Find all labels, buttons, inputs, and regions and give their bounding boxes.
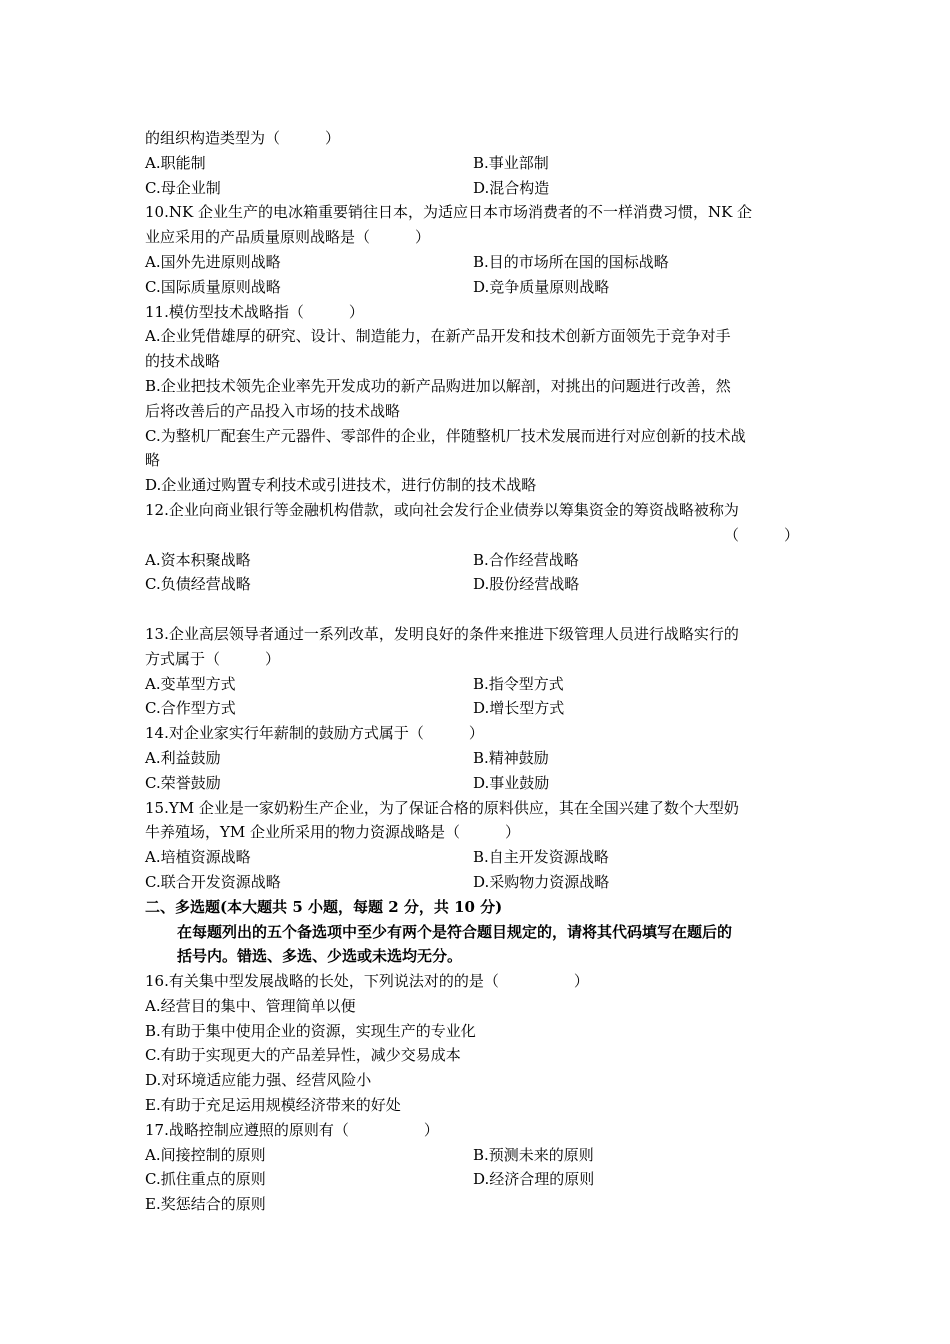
- q12-option-c: C.负债经营战略: [145, 575, 251, 594]
- q13-stem-line2: 方式属于（ ）: [145, 649, 281, 668]
- q12-stem: 12.企业向商业银行等金融机构借款，或向社会发行企业债券以筹集资金的筹资战略被称为: [145, 500, 739, 519]
- q11-option-b-line1: B.企业把技术领先企业率先开发成功的新产品购进加以解剖，对挑出的问题进行改善，然: [145, 376, 731, 395]
- q9-option-c: C.母企业制: [145, 178, 221, 197]
- q16-option-e: E.有助于充足运用规模经济带来的好处: [145, 1096, 401, 1115]
- q10-option-b: B.目的市场所在国的国标战略: [473, 252, 669, 271]
- q12-option-b: B.合作经营战略: [473, 550, 579, 569]
- q11-option-c-line1: C.为整机厂配套生产元器件、零部件的企业，伴随整机厂技术发展而进行对应创新的技术战: [145, 426, 746, 445]
- q15-options-row-2: [145, 870, 807, 895]
- q17-options-row-2: [145, 1167, 807, 1192]
- q16-stem: 16.有关集中型发展战略的长处，下列说法对的的是（ ）: [145, 972, 589, 991]
- q15-stem-line2: 牛养殖场，YM 企业所采用的物力资源战略是（ ）: [145, 823, 521, 842]
- q14-option-c: C.荣誉鼓励: [145, 773, 221, 792]
- q16-option-b: B.有助于集中使用企业的资源，实现生产的专业化: [145, 1021, 476, 1040]
- q17-options-row-1: [145, 1143, 807, 1168]
- q11-option-c-line2: 略: [145, 451, 161, 470]
- q11-stem: 11.模仿型技术战略指（ ）: [145, 302, 364, 321]
- q10-option-d: D.竞争质量原则战略: [473, 277, 610, 296]
- q13-option-b: B.指令型方式: [473, 674, 564, 693]
- q13-options-row-1: [145, 672, 807, 697]
- q11-option-a-line2: 的技术战略: [145, 352, 221, 371]
- q11-option-d: D.企业通过购置专利技术或引进技术，进行仿制的技术战略: [145, 476, 537, 495]
- section-2-instructions-line1: 在每题列出的五个备选项中至少有两个是符合题目规定的，请将其代码填写在题后的: [177, 922, 733, 941]
- q12-options-row-1: [145, 548, 807, 573]
- q14-options-row-1: [145, 746, 807, 771]
- q17-stem: 17.战略控制应遵照的原则有（ ）: [145, 1120, 439, 1139]
- q13-stem-line1: 13.企业高层领导者通过一系列改革，发明良好的条件来推进下级管理人员进行战略实行的: [145, 624, 739, 643]
- q10-stem-line1: 10.NK 企业生产的电冰箱重要销往日本，为适应日本市场消费者的不一样消费习惯，NK 企: [145, 203, 753, 222]
- q10-stem-line2: 业应采用的产品质量原则战略是（ ）: [145, 228, 431, 247]
- q13-option-d: D.增长型方式: [473, 699, 565, 718]
- q15-option-d: D.采购物力资源战略: [473, 872, 610, 891]
- q10-options-row-1: [145, 250, 807, 275]
- q16-option-a: A.经营目的集中、管理简单以便: [145, 996, 356, 1015]
- q15-option-b: B.自主开发资源战略: [473, 848, 609, 867]
- q15-options-row-1: [145, 845, 807, 870]
- q13-option-a: A.变革型方式: [145, 674, 236, 693]
- q9-option-d: D.混合构造: [473, 178, 550, 197]
- q10-options-row-2: [145, 275, 807, 300]
- section-2-title: 二、多选题(本大题共 5 小题，每题 2 分，共 10 分): [145, 897, 503, 916]
- q16-option-d: D.对环境适应能力强、经营风险小: [145, 1071, 372, 1090]
- q17-option-e: E.奖惩结合的原则: [145, 1195, 266, 1214]
- q11-option-a-line1: A.企业凭借雄厚的研究、设计、制造能力，在新产品开发和技术创新方面领先于竞争对手: [145, 327, 731, 346]
- q14-option-d: D.事业鼓励: [473, 773, 550, 792]
- q16-option-c: C.有助于实现更大的产品差异性，减少交易成本: [145, 1046, 461, 1065]
- q13-options-row-2: [145, 696, 807, 721]
- q9-stem: 的组织构造类型为（ ）: [145, 129, 341, 147]
- q17-option-d: D.经济合理的原则: [473, 1170, 595, 1189]
- q12-options-row-2: [145, 572, 807, 597]
- q9-option-b: B.事业部制: [473, 153, 549, 172]
- q12-option-a: A.资本积聚战略: [145, 550, 251, 569]
- q9-option-a: A.职能制: [145, 153, 206, 172]
- q12-answer-paren: （ ）: [723, 525, 799, 544]
- q10-option-a: A.国外先进原则战略: [145, 252, 281, 271]
- exam-content: [145, 126, 807, 1217]
- q9-options-row-2: [145, 176, 807, 201]
- section-2-instructions-line2: 括号内。错选、多选、少选或未选均无分。: [177, 947, 463, 966]
- q14-option-b: B.精神鼓励: [473, 748, 549, 767]
- q17-option-b: B.预测未来的原则: [473, 1145, 594, 1164]
- q9-options-row-1: [145, 151, 807, 176]
- q17-option-a: A.间接控制的原则: [145, 1145, 266, 1164]
- q13-option-c: C.合作型方式: [145, 699, 236, 718]
- q15-stem-line1: 15.YM 企业是一家奶粉生产企业，为了保证合格的原料供应，其在全国兴建了数个大型奶: [145, 798, 739, 817]
- q14-stem: 14.对企业家实行年薪制的鼓励方式属于（ ）: [145, 724, 484, 743]
- q14-options-row-2: [145, 771, 807, 796]
- spacer: [145, 597, 807, 622]
- q14-option-a: A.利益鼓励: [145, 748, 221, 767]
- q17-option-c: C.抓住重点的原则: [145, 1170, 266, 1189]
- q11-option-b-line2: 后将改善后的产品投入市场的技术战略: [145, 401, 401, 420]
- q12-option-d: D.股份经营战略: [473, 575, 580, 594]
- q10-option-c: C.国际质量原则战略: [145, 277, 281, 296]
- q15-option-c: C.联合开发资源战略: [145, 872, 281, 891]
- q15-option-a: A.培植资源战略: [145, 848, 251, 867]
